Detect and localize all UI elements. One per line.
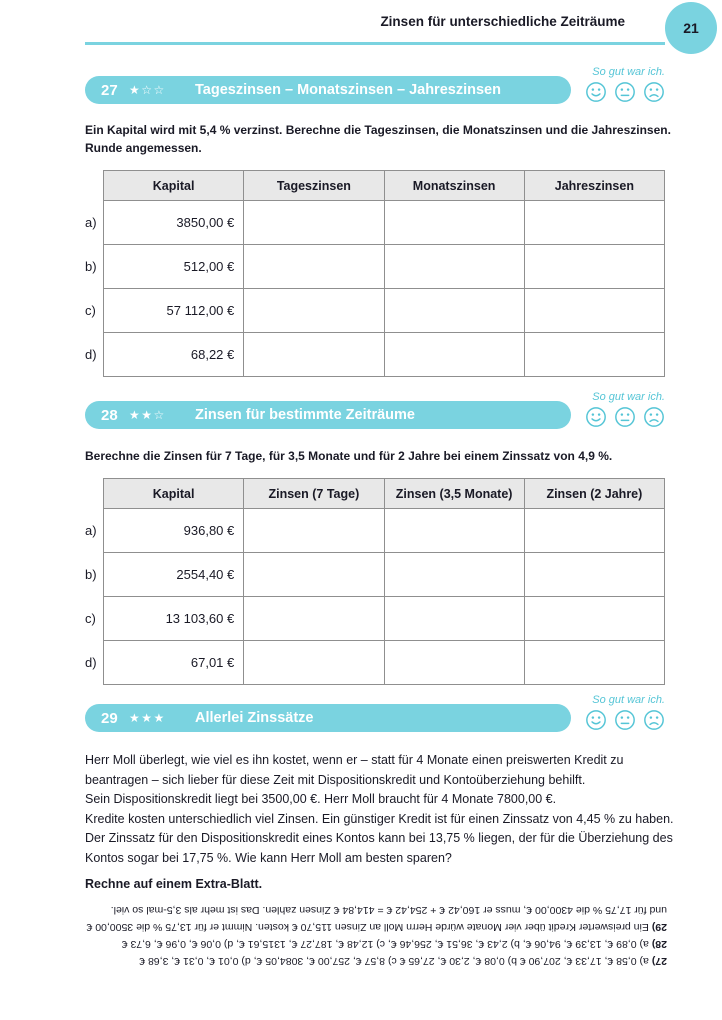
- smiley-neutral-icon[interactable]: [614, 709, 636, 731]
- exercise-29-banner: [85, 704, 571, 732]
- exercise-28-header: [85, 391, 665, 429]
- self-rating: [585, 694, 665, 731]
- exercise-29-header: [85, 694, 665, 732]
- solution-text: Ein preiswerter Kredit über vier Monate würde Herrn Moll an Zinsen 115,70 € kosten. Nimmt er für 13,75 % die 3500,00 € und für 17,75 % die 4300,00 €, muss er 160,42 € + 254,42 € = 414,84 € Zinsen zahlen. Das ist mehr als 3,5-mal so viel.: [86, 904, 667, 933]
- exercise-title: Tageszinsen – Monatszinsen – Jahreszinsen: [195, 82, 501, 98]
- solutions-upside-down: [85, 901, 667, 969]
- smiley-sad-icon[interactable]: [643, 709, 665, 731]
- column-header: Jahreszinsen: [524, 171, 664, 201]
- difficulty-stars: ★★☆: [129, 407, 166, 422]
- table-header-row: [104, 479, 665, 509]
- difficulty-stars: ★★★: [129, 710, 166, 725]
- table-row: [104, 201, 665, 245]
- rating-caption: So gut war ich.: [592, 694, 665, 706]
- story-paragraph: Herr Moll überlegt, wie viel es ihn kostet, wenn er – statt für 4 Monate einen preiswerten Kredit zu beantragen – sich lieber für diese Zeit mit Dispositionskredit und Kontoüberziehung behilft.: [85, 753, 624, 787]
- table-row: [104, 289, 665, 333]
- table-row: [104, 553, 665, 597]
- answer-cell[interactable]: [244, 509, 384, 553]
- row-label: d): [85, 654, 97, 670]
- column-header: Monatszinsen: [384, 171, 524, 201]
- page-header: [85, 0, 699, 42]
- answer-cell[interactable]: [244, 333, 384, 377]
- self-rating: [585, 391, 665, 428]
- story-paragraph: Sein Dispositionskredit liegt bei 3500,00 €. Herr Moll braucht für 4 Monate 7800,00 €.: [85, 792, 557, 806]
- exercise-27-banner: [85, 76, 571, 104]
- exercise-number: 29: [101, 709, 118, 727]
- row-label: a): [85, 214, 97, 230]
- column-header: Kapital: [104, 171, 244, 201]
- smiley-happy-icon[interactable]: [585, 709, 607, 731]
- exercise-29-note: Rechne auf einem Extra-Blatt.: [85, 877, 263, 891]
- solution-label: 29): [651, 921, 667, 933]
- exercise-number: 27: [101, 81, 118, 99]
- row-label: c): [85, 302, 96, 318]
- solution-line: [85, 935, 667, 952]
- kapital-value: 68,22 €: [104, 333, 244, 377]
- self-rating: [585, 66, 665, 103]
- solution-line: [85, 952, 667, 969]
- exercise-title: Zinsen für bestimmte Zeiträume: [195, 407, 415, 423]
- kapital-value: 67,01 €: [104, 641, 244, 685]
- column-header: Zinsen (2 Jahre): [524, 479, 664, 509]
- answer-cell[interactable]: [384, 641, 524, 685]
- row-labels: [85, 170, 103, 377]
- answer-cell[interactable]: [244, 597, 384, 641]
- answer-cell[interactable]: [524, 245, 664, 289]
- solution-line: [85, 901, 667, 935]
- row-label: d): [85, 346, 97, 362]
- exercise-27-header: [85, 66, 665, 104]
- exercise-28-table: [85, 478, 665, 685]
- kapital-value: 936,80 €: [104, 509, 244, 553]
- solution-text: a) 0,58 €, 17,33 €, 207,90 € b) 0,08 €, 2,30 €, 27,65 € c) 8,57 €, 257,00 €, 3084,05 €, d) 0,01 €, 0,31 €, 3,68 €: [139, 955, 649, 967]
- rating-caption: So gut war ich.: [592, 391, 665, 403]
- exercise-title: Allerlei Zinssätze: [195, 710, 314, 726]
- page-title: Zinsen für unterschiedliche Zeiträume: [380, 13, 625, 29]
- answer-cell[interactable]: [384, 201, 524, 245]
- column-header: Kapital: [104, 479, 244, 509]
- kapital-value: 512,00 €: [104, 245, 244, 289]
- answer-cell[interactable]: [524, 553, 664, 597]
- kapital-value: 13 103,60 €: [104, 597, 244, 641]
- column-header: Zinsen (3,5 Monate): [384, 479, 524, 509]
- rating-smileys: [585, 709, 665, 731]
- answer-cell[interactable]: [524, 201, 664, 245]
- solution-text: a) 0,89 €, 13,39 €, 94,06 €, b) 2,43 €, 36,51 €, 256,46 €, c) 12,48 €, 187,27 €, 1315,61 €, d) 0,06 €, 0,96 €, 6,73 €: [121, 938, 649, 950]
- solution-label: 27): [651, 955, 667, 967]
- row-label: b): [85, 258, 97, 274]
- exercise-27-instruction: Ein Kapital wird mit 5,4 % verzinst. Berechne die Tageszinsen, die Monatszinsen und die Jahreszinsen. Runde angemessen.: [85, 123, 671, 155]
- answer-cell[interactable]: [384, 333, 524, 377]
- table-row: [104, 333, 665, 377]
- story-paragraph: Kredite kosten unterschiedlich viel Zinsen. Ein günstiger Kredit ist für einen Zinssatz von 4,45 % zu haben. Der Zinssatz für den Dispositionskredit eines Kontos kann bei 13,75 % liegen, der für die Überziehung des Kontos sogar bei 17,75 %. Wie kann Herr Moll am besten sparen?: [85, 811, 674, 865]
- answer-cell[interactable]: [244, 553, 384, 597]
- answer-cell[interactable]: [244, 289, 384, 333]
- row-labels: [85, 478, 103, 685]
- column-header: Tageszinsen: [244, 171, 384, 201]
- answer-cell[interactable]: [384, 553, 524, 597]
- answer-cell[interactable]: [244, 641, 384, 685]
- smiley-sad-icon[interactable]: [643, 406, 665, 428]
- answer-cell[interactable]: [524, 641, 664, 685]
- exercise-28-banner: [85, 401, 571, 429]
- kapital-value: 2554,40 €: [104, 553, 244, 597]
- answer-cell[interactable]: [384, 509, 524, 553]
- table-header-row: [104, 171, 665, 201]
- smiley-neutral-icon[interactable]: [614, 81, 636, 103]
- row-label: c): [85, 610, 96, 626]
- exercise-number: 28: [101, 406, 118, 424]
- page-number-badge: [665, 2, 717, 54]
- answer-cell[interactable]: [384, 245, 524, 289]
- answer-cell[interactable]: [524, 509, 664, 553]
- smiley-happy-icon[interactable]: [585, 81, 607, 103]
- answer-cell[interactable]: [524, 597, 664, 641]
- table-row: [104, 597, 665, 641]
- exercise-27-table: [85, 170, 665, 377]
- exercise-29-text: [85, 751, 675, 868]
- kapital-value: 57 112,00 €: [104, 289, 244, 333]
- difficulty-stars: ★☆☆: [129, 82, 166, 97]
- rating-smileys: [585, 81, 665, 103]
- row-label: a): [85, 522, 97, 538]
- answer-cell[interactable]: [384, 289, 524, 333]
- smiley-sad-icon[interactable]: [643, 81, 665, 103]
- answer-cell[interactable]: [524, 333, 664, 377]
- kapital-value: 3850,00 €: [104, 201, 244, 245]
- rating-caption: So gut war ich.: [592, 66, 665, 78]
- table-row: [104, 641, 665, 685]
- exercise-28-instruction: Berechne die Zinsen für 7 Tage, für 3,5 Monate und für 2 Jahre bei einem Zinssatz von 4,9 %.: [85, 449, 613, 463]
- answer-cell[interactable]: [244, 201, 384, 245]
- table-row: [104, 509, 665, 553]
- smiley-neutral-icon[interactable]: [614, 406, 636, 428]
- row-label: b): [85, 566, 97, 582]
- column-header: Zinsen (7 Tage): [244, 479, 384, 509]
- solution-label: 28): [651, 938, 667, 950]
- answer-cell[interactable]: [524, 289, 664, 333]
- page-number: 21: [683, 20, 699, 36]
- smiley-happy-icon[interactable]: [585, 406, 607, 428]
- rating-smileys: [585, 406, 665, 428]
- answer-cell[interactable]: [244, 245, 384, 289]
- answer-cell[interactable]: [384, 597, 524, 641]
- table-row: [104, 245, 665, 289]
- header-divider: [85, 42, 665, 45]
